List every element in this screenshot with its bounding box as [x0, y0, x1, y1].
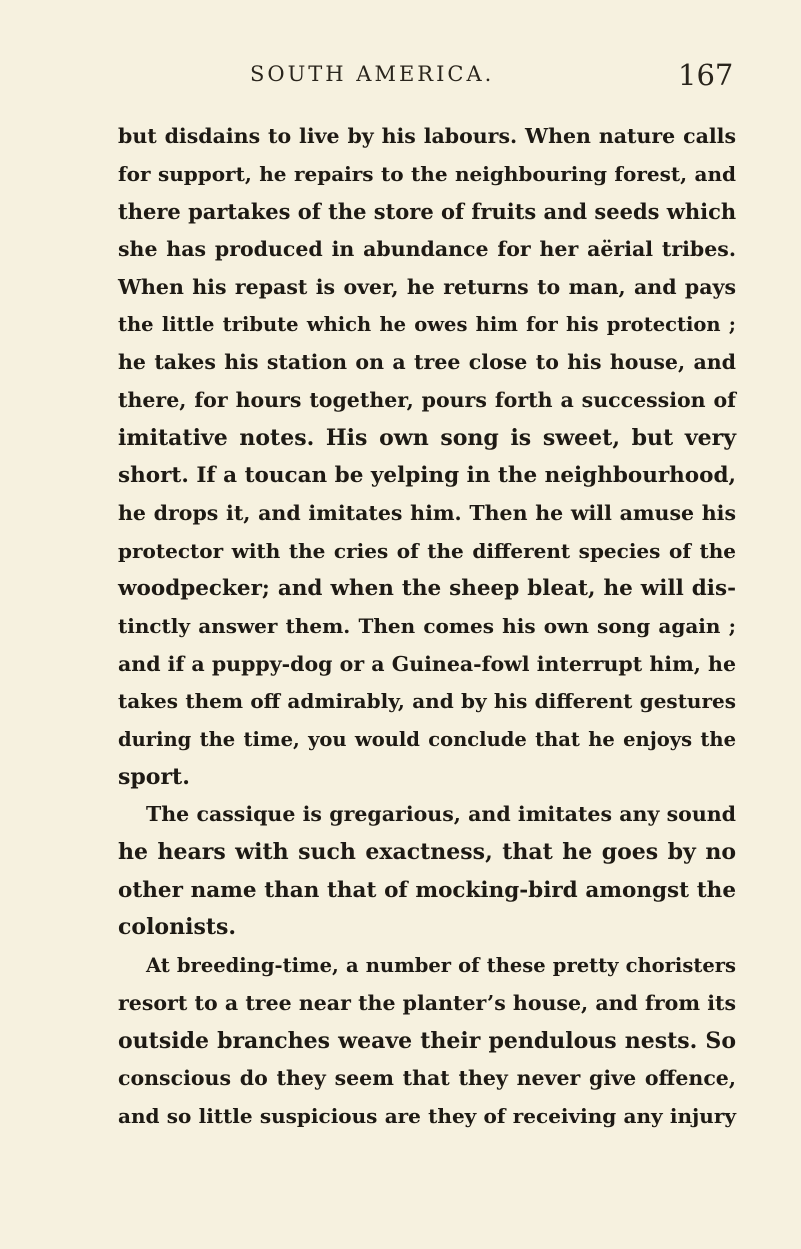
text-line: At breeding-time, a number of these pretty choristers: [146, 954, 736, 978]
text-line: she has produced in abundance for her aërial tribes.: [118, 237, 736, 262]
text-line: The cassique is gregarious, and imitates any sound: [146, 802, 736, 827]
body-text: [118, 118, 736, 1136]
text-line: he takes his station on a tree close to his house, and: [118, 350, 736, 375]
page-header: [0, 58, 801, 98]
text-line: When his repast is over, he returns to man, and pays: [118, 274, 736, 299]
text-line: colonists.: [118, 914, 237, 941]
text-line: short. If a toucan be yelping in the neighbourhood,: [118, 463, 736, 489]
text-line: there partakes of the store of fruits and seeds which: [118, 199, 737, 225]
text-line: protector with the cries of the different species of the: [118, 538, 736, 563]
text-line: and so little suspicious are they of receiving any injury: [118, 1103, 736, 1128]
text-line: he drops it, and imitates him. Then he will amuse his: [118, 500, 736, 525]
text-line: woodpecker; and when the sheep bleat, he will dis-: [118, 576, 736, 602]
text-line: for support, he repairs to the neighbouring forest, and: [118, 161, 736, 186]
text-line: there, for hours together, pours forth a succession of: [118, 387, 736, 412]
text-line: resort to a tree near the planter’s house, and from its: [118, 990, 736, 1015]
text-line: conscious do they seem that they never give offence,: [118, 1066, 736, 1091]
running-head: SOUTH AMERICA.: [250, 62, 495, 86]
text-line: but disdains to live by his labours. When nature calls: [118, 124, 736, 148]
text-line: other name than that of mocking-bird amongst the: [118, 877, 736, 903]
text-line: takes them off admirably, and by his different gestures: [118, 689, 736, 714]
text-line: outside branches weave their pendulous nests. So: [118, 1027, 736, 1054]
text-line: he hears with such exactness, that he goes by no: [118, 839, 736, 866]
text-line: the little tribute which he owes him for his protection ;: [118, 313, 736, 337]
text-line: imitative notes. His own song is sweet, but very: [118, 424, 736, 451]
text-line: tinctly answer them. Then comes his own song again ;: [118, 613, 736, 638]
page-number: 167: [678, 58, 734, 92]
text-line: and if a puppy-dog or a Guinea-fowl interrupt him, he: [118, 651, 736, 676]
text-line: sport.: [118, 763, 190, 790]
text-line: during the time, you would conclude that he enjoys the: [118, 728, 736, 751]
